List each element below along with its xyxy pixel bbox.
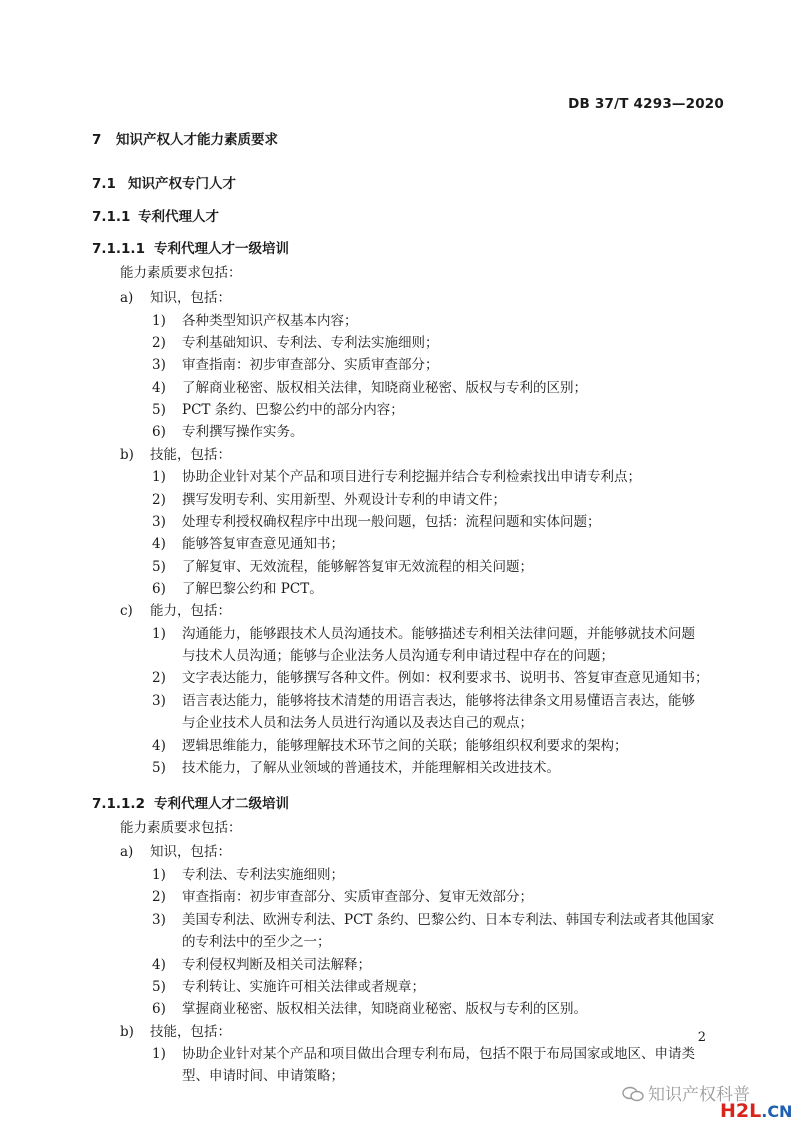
section-7-heading <box>92 128 278 148</box>
list-item-a: a) 知识，包括： <box>120 290 231 306</box>
section-title: 专利代理人才 <box>138 209 219 225</box>
section-number: 7.1.1.1 <box>92 241 145 257</box>
section-number: 7 <box>92 132 102 148</box>
list-item: 3) 处理专利授权确权程序中出现一般问题，包括：流程问题和实体问题； <box>152 514 601 530</box>
intro-text: 能力素质要求包括： <box>120 820 242 836</box>
section-number: 7.1.1 <box>92 209 131 225</box>
list-item-c: c) 能力，包括： <box>120 603 231 619</box>
list-item: 2) 撰写发明专利、实用新型、外观设计专利的申请文件； <box>152 492 506 508</box>
list-item-b: b) 技能，包括： <box>120 1024 231 1040</box>
list-item: 4) 了解商业秘密、版权相关法律，知晓商业秘密、版权与专利的区别； <box>152 380 587 396</box>
section-7-1-1-2-heading <box>92 792 289 812</box>
list-item-b: b) 技能，包括： <box>120 447 231 463</box>
list-item: 6) 专利撰写操作实务。 <box>152 424 304 440</box>
list-item-continuation: 与企业技术人员和法务人员进行沟通以及表达自己的观点； <box>182 715 533 731</box>
watermark-text: 知识产权科普 <box>648 1085 750 1105</box>
list-item: 5) PCT 条约、巴黎公约中的部分内容； <box>152 402 404 418</box>
list-item: 6) 了解巴黎公约和 PCT。 <box>152 581 323 597</box>
list-item: 5) 技术能力，了解从业领域的普通技术，并能理解相关改进技术。 <box>152 760 560 776</box>
list-item: 3) 美国专利法、欧洲专利法、PCT 条约、巴黎公约、日本专利法、韩国专利法或者其他国家 <box>152 912 715 928</box>
section-7-1-1-1-heading <box>92 237 289 257</box>
list-item: 1) 协助企业针对某个产品和项目做出合理专利布局，包括不限于布局国家或地区、申请类 <box>152 1046 695 1062</box>
section-title: 专利代理人才二级培训 <box>154 796 289 812</box>
list-item: 4) 逻辑思维能力，能够理解技术环节之间的关联；能够组织权利要求的架构； <box>152 738 628 754</box>
section-title: 知识产权人才能力素质要求 <box>116 132 278 148</box>
section-number: 7.1 <box>92 176 116 192</box>
chat-bubble-icon <box>622 1086 644 1102</box>
site-logo: H2L.CN <box>720 1100 793 1122</box>
list-item: 5) 专利转让、实施许可相关法律或者规章； <box>152 979 425 995</box>
list-item: 2) 文字表达能力，能够撰写各种文件。例如：权利要求书、说明书、答复审查意见通知书； <box>152 670 709 686</box>
list-item: 2) 专利基础知识、专利法、专利法实施细则； <box>152 335 439 351</box>
page-number: 2 <box>697 1030 706 1045</box>
list-item: 3) 语言表达能力，能够将技术清楚的用语言表达，能够将法律条文用易懂语言表达，能够 <box>152 693 695 709</box>
section-title: 专利代理人才一级培训 <box>154 241 289 257</box>
section-7-1-heading <box>92 172 236 192</box>
list-item-continuation: 的专利法中的至少之一； <box>182 934 331 950</box>
list-item-continuation: 与技术人员沟通；能够与企业法务人员沟通专利申请过程中存在的问题； <box>182 648 614 664</box>
list-item: 1) 各种类型知识产权基本内容； <box>152 313 358 329</box>
list-item: 2) 审查指南：初步审查部分、实质审查部分、复审无效部分； <box>152 889 533 905</box>
list-item-a: a) 知识，包括： <box>120 844 231 860</box>
list-item: 4) 能够答复审查意见通知书； <box>152 536 344 552</box>
section-7-1-1-heading <box>92 205 219 225</box>
list-item: 1) 专利法、专利法实施细则； <box>152 867 344 883</box>
list-item: 3) 审查指南：初步审查部分、实质审查部分； <box>152 357 439 373</box>
list-item: 1) 沟通能力，能够跟技术人员沟通技术。能够描述专利相关法律问题，并能够就技术问题 <box>152 626 695 642</box>
document-code: DB 37/T 4293—2020 <box>568 96 724 112</box>
list-item: 5) 了解复审、无效流程，能够解答复审无效流程的相关问题； <box>152 559 533 575</box>
list-item: 4) 专利侵权判断及相关司法解释； <box>152 957 371 973</box>
list-item: 1) 协助企业针对某个产品和项目进行专利挖掘并结合专利检索找出申请专利点； <box>152 469 641 485</box>
section-number: 7.1.1.2 <box>92 796 145 812</box>
intro-text: 能力素质要求包括： <box>120 265 242 281</box>
section-title: 知识产权专门人才 <box>128 176 236 192</box>
list-item: 6) 掌握商业秘密、版权相关法律，知晓商业秘密、版权与专利的区别。 <box>152 1001 587 1017</box>
list-item-continuation: 型、申请时间、申请策略； <box>182 1068 344 1084</box>
